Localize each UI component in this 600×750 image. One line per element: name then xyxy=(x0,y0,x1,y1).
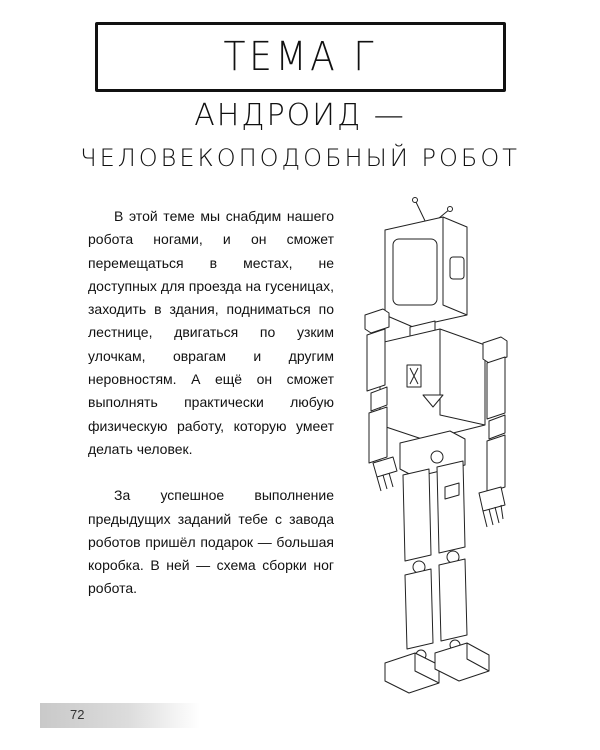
page-number: 72 xyxy=(70,707,85,722)
subtitle-line-2: ЧЕЛОВЕКОПОДОБНЫЙ РОБОТ xyxy=(80,144,520,172)
paragraph-gift: За успешное выполнение предыдущих заданий тебе с завода роботов пришёл подарок — большая коробка. В ней — схема сборки ног робота. xyxy=(88,487,334,597)
topic-title: ТЕМА Г xyxy=(223,34,378,80)
page-footer-bar xyxy=(40,703,200,728)
topic-header-box xyxy=(95,22,506,92)
paragraph-intro: В этой теме мы снабдим нашего робота ногами, и он сможет перемещаться в местах, не доступных для проезда на гусеницах, заходить в здания, подниматься по лестнице, двигаться по узким улочкам, оврагам и другим неровностям. А ещё он сможет выполнять практически любую физическую работу, которую умеет делать человек. xyxy=(88,208,334,457)
android-robot-illustration xyxy=(355,195,525,700)
subtitle-line-1: АНДРОИД — xyxy=(194,98,406,133)
body-text xyxy=(88,205,334,624)
